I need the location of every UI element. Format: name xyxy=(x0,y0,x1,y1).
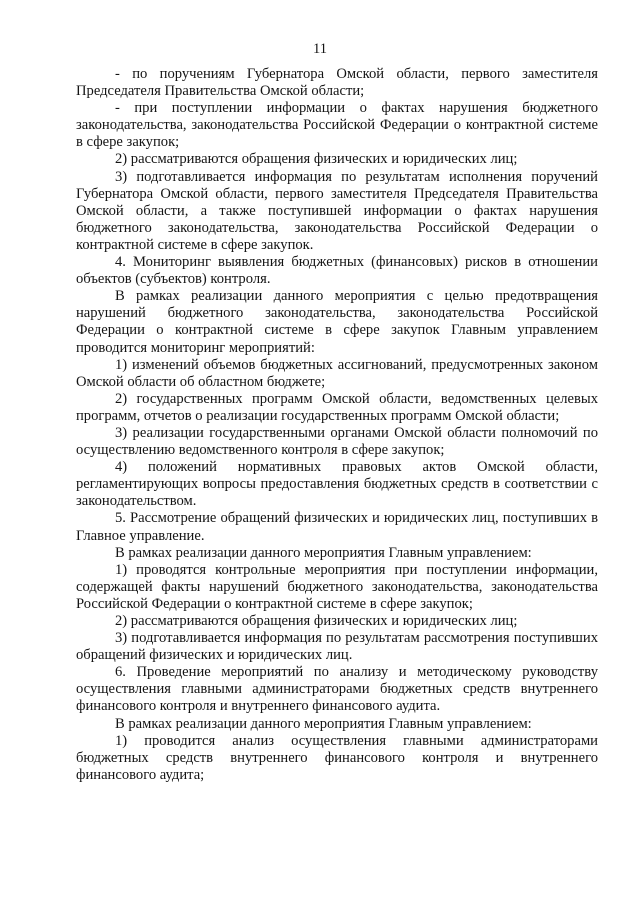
paragraph: 3) подготавливается информация по результатам рассмотрения поступивших обращений физических и юридических лиц. xyxy=(76,630,598,664)
paragraph: 4) положений нормативных правовых актов Омской области, регламентирующих вопросы предоставления бюджетных средств в соответствии с законодательством. xyxy=(76,459,598,510)
paragraph: 2) рассматриваются обращения физических и юридических лиц; xyxy=(115,151,518,168)
paragraph: 1) проводятся контрольные мероприятия при поступлении информации, содержащей факты нарушений бюджетного законодательства, законодательства Российской Федерации о контрактной системе в сфере закупок; xyxy=(76,561,598,612)
paragraph: 3) реализации государственными органами Омской области полномочий по осуществлению ведомственного контроля в сфере закупок; xyxy=(76,424,598,459)
paragraph: 3) подготавливается информация по результатам исполнения поручений Губернатора Омской области, первого заместителя Председателя Правительства Омской области, а также поступившей информации о фактах нарушения бюджетного законодательства, законодательства Российской Федерации о контрактной системе в сфере закупок. xyxy=(76,168,598,253)
paragraph: 1) изменений объемов бюджетных ассигнований, предусмотренных законом Омской области об областном бюджете; xyxy=(76,356,598,390)
paragraph: В рамках реализации данного мероприятия с целью предотвращения нарушений бюджетного законодательства, законодательства Российской Федерации о контрактной системе в сфере закупок Главным управлением проводится мониторинг мероприятий: xyxy=(76,288,598,356)
paragraph: 2) государственных программ Омской области, ведомственных целевых программ, отчетов о реализации государственных программ Омской области; xyxy=(76,390,598,424)
paragraph: - при поступлении информации о фактах нарушения бюджетного законодательства, законодательства Российской Федерации о контрактной системе в сфере закупок; xyxy=(76,100,598,151)
paragraph: 2) рассматриваются обращения физических и юридических лиц; xyxy=(115,613,518,629)
paragraph: В рамках реализации данного мероприятия Главным управлением: xyxy=(115,715,532,732)
page-number: 11 xyxy=(313,41,327,57)
paragraph: В рамках реализации данного мероприятия Главным управлением: xyxy=(115,544,532,561)
paragraph: 5. Рассмотрение обращений физических и юридических лиц, поступивших в Главное управление. xyxy=(76,510,598,544)
paragraph: 1) проводится анализ осуществления главными администраторами бюджетных средств внутреннего финансового контроля и внутреннего финансового аудита; xyxy=(76,732,598,783)
paragraph: - по поручениям Губернатора Омской области, первого заместителя Председателя Правительства Омской области; xyxy=(76,66,598,100)
document-body xyxy=(76,66,598,784)
paragraph: 6. Проведение мероприятий по анализу и методическому руководству осуществления главными администраторами бюджетных средств внутреннего финансового контроля и внутреннего финансового аудита. xyxy=(76,664,598,715)
paragraph: 4. Мониторинг выявления бюджетных (финансовых) рисков в отношении объектов (субъектов) контроля. xyxy=(76,254,598,288)
